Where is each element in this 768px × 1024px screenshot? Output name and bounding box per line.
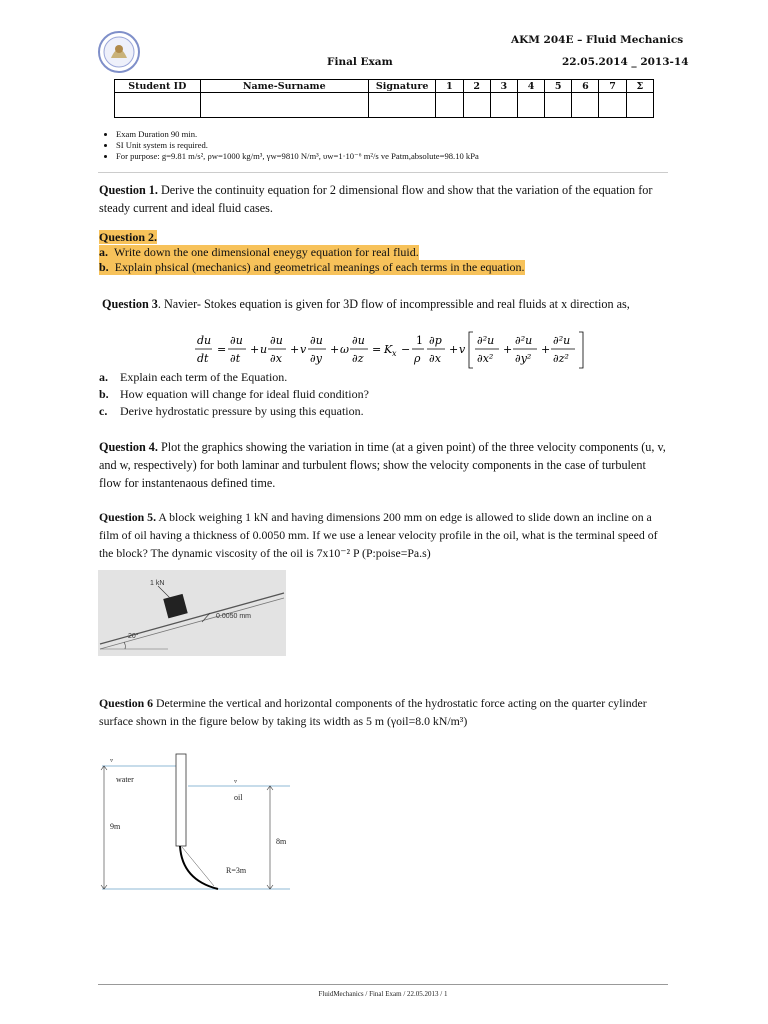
svg-text:K: K xyxy=(384,343,393,356)
svg-text:∂²u: ∂²u xyxy=(477,334,495,347)
svg-text:dt: dt xyxy=(197,352,209,365)
divider xyxy=(98,172,668,173)
svg-text:∂u: ∂u xyxy=(230,334,243,347)
svg-text:ω: ω xyxy=(340,343,349,356)
angle-label: 20° xyxy=(128,633,139,640)
col-q7: 7 xyxy=(599,80,626,93)
question-2a-label: a. xyxy=(99,245,108,259)
question-3 xyxy=(102,295,670,313)
svg-text:∂x: ∂x xyxy=(270,352,282,365)
exam-title: Final Exam xyxy=(327,56,393,68)
info-units: • SI Unit system is required. xyxy=(116,140,696,151)
question-2a-text: Write down the one dimensional eneygy equation for real fluid. xyxy=(114,245,419,259)
info-purpose: • For purpose: g=9.81 m/s², ρw=1000 kg/m³, γw=9810 N/m³, υw=1·10⁻⁶ m²/s ve Patm,absolute=98.10 kPa xyxy=(116,151,696,162)
score-total xyxy=(626,93,653,118)
svg-text:▿: ▿ xyxy=(110,758,114,764)
score-q2 xyxy=(463,93,490,118)
col-total: Σ xyxy=(626,80,653,93)
col-q2: 2 xyxy=(463,80,490,93)
col-q4: 4 xyxy=(517,80,544,93)
question-2-label: Question 2. xyxy=(99,230,158,244)
svg-text:x: x xyxy=(392,349,397,358)
svg-text:+: + xyxy=(290,343,300,356)
footer-divider xyxy=(98,984,668,985)
question-4-label: Question 4. xyxy=(99,440,158,454)
question-5 xyxy=(99,508,671,562)
question-1-label: Question 1. xyxy=(99,183,158,197)
svg-text:=: = xyxy=(217,343,227,356)
svg-text:+: + xyxy=(503,343,513,356)
question-4-text: Plot the graphics showing the variation in time (at a given point) of the three velocity components (u, v, and w, respectively) for both laminar and turbulent flows; show the velocity components in the case of turbulent flow for instantenaous defined time. xyxy=(99,440,666,490)
exam-date: 22.05.2014 _ 2013-14 xyxy=(562,56,689,68)
svg-text:+: + xyxy=(541,343,551,356)
quarter-cylinder-figure xyxy=(96,752,296,897)
svg-text:−: − xyxy=(401,343,411,356)
svg-text:ρ: ρ xyxy=(414,352,421,365)
score-q7 xyxy=(599,93,626,118)
score-q3 xyxy=(490,93,517,118)
name-surname-field[interactable] xyxy=(200,93,368,118)
svg-text:∂z: ∂z xyxy=(352,352,364,365)
question-3a: a. Explain each term of the Equation. xyxy=(99,370,288,384)
question-6-label: Question 6 xyxy=(99,696,154,710)
info-duration: • Exam Duration 90 min. xyxy=(116,129,696,140)
col-name-surname: Name-Surname xyxy=(200,80,368,93)
oil-label: oil xyxy=(234,793,243,802)
svg-text:∂²u: ∂²u xyxy=(515,334,533,347)
equation-terms xyxy=(195,332,583,368)
col-q6: 6 xyxy=(572,80,599,93)
svg-text:du: du xyxy=(197,334,212,347)
navier-stokes-equation xyxy=(195,330,600,370)
svg-text:∂²u: ∂²u xyxy=(553,334,571,347)
depth-8m-label: 8m xyxy=(276,837,287,846)
signature-field[interactable] xyxy=(368,93,436,118)
svg-text:1: 1 xyxy=(416,334,423,347)
page-footer: FluidMechanics / Final Exam / 22.05.2013 / 1 xyxy=(318,990,448,998)
score-q5 xyxy=(545,93,572,118)
question-2b-text: Explain phsical (mechanics) and geometrical meanings of each terms in the equation. xyxy=(114,260,525,274)
question-3-label: Question 3 xyxy=(102,297,158,311)
question-1 xyxy=(99,181,669,217)
svg-text:+: + xyxy=(330,343,340,356)
svg-text:∂z²: ∂z² xyxy=(553,352,569,365)
question-5-text: A block weighing 1 kN and having dimensions 200 mm on edge is allowed to slide down an incline on a film of oil having a thickness of 0.0050 mm. If we use a lenear velocity profile in the oil, what is the terminal speed of the block? The dynamic viscosity of the oil is 7x10⁻² P (P:poise=Pa.s) xyxy=(99,510,658,560)
question-1-text: Derive the continuity equation for 2 dimensional flow and show that the variation of the equation for steady current and ideal fluid cases. xyxy=(99,183,653,215)
student-info-table xyxy=(114,79,654,118)
svg-text:v: v xyxy=(300,343,307,356)
svg-text:∂x: ∂x xyxy=(429,352,441,365)
score-q4 xyxy=(517,93,544,118)
score-q6 xyxy=(572,93,599,118)
question-2b-label: b. xyxy=(99,260,109,274)
question-3b: b. How equation will change for ideal fluid condition? xyxy=(99,387,369,401)
svg-text:+: + xyxy=(250,343,260,356)
svg-text:∂u: ∂u xyxy=(310,334,323,347)
question-4 xyxy=(99,438,669,492)
svg-text:=: = xyxy=(372,343,382,356)
svg-text:∂y: ∂y xyxy=(310,352,322,365)
depth-9m-label: 9m xyxy=(110,822,121,831)
col-q5: 5 xyxy=(545,80,572,93)
svg-text:∂y²: ∂y² xyxy=(515,352,532,365)
course-title: AKM 204E – Fluid Mechanics xyxy=(511,34,684,46)
incline-block-figure xyxy=(98,570,286,656)
svg-text:+: + xyxy=(449,343,459,356)
col-student-id: Student ID xyxy=(115,80,201,93)
question-3-items xyxy=(99,369,669,420)
question-6 xyxy=(99,694,671,730)
svg-text:∂u: ∂u xyxy=(352,334,365,347)
question-2 xyxy=(99,230,669,275)
table-header-row xyxy=(115,80,654,93)
radius-label: R=3m xyxy=(226,866,247,875)
student-id-field[interactable] xyxy=(115,93,201,118)
col-signature: Signature xyxy=(368,80,436,93)
exam-info-list xyxy=(100,129,696,162)
weight-label: 1 kN xyxy=(150,580,165,587)
svg-text:▿: ▿ xyxy=(234,779,238,785)
svg-text:v: v xyxy=(459,343,466,356)
col-q3: 3 xyxy=(490,80,517,93)
water-label: water xyxy=(116,775,134,784)
question-6-text: Determine the vertical and horizontal components of the hydrostatic force acting on the quarter cylinder surface shown in the figure below by taking its width as 5 m (γoil=8.0 kN/m³) xyxy=(99,696,647,728)
svg-text:∂x²: ∂x² xyxy=(477,352,494,365)
university-logo xyxy=(97,30,141,74)
question-3c: c. Derive hydrostatic pressure by using this equation. xyxy=(99,404,364,418)
col-q1: 1 xyxy=(436,80,463,93)
question-5-label: Question 5. xyxy=(99,510,157,524)
svg-text:∂u: ∂u xyxy=(270,334,283,347)
svg-text:u: u xyxy=(260,343,268,356)
svg-text:∂p: ∂p xyxy=(429,334,442,347)
svg-text:∂t: ∂t xyxy=(230,352,241,365)
question-3-text: . Navier- Stokes equation is given for 3D flow of incompressible and real fluids at x direction as, xyxy=(157,297,630,311)
thickness-label: 0.0050 mm xyxy=(216,613,252,620)
table-input-row xyxy=(115,93,654,118)
score-q1 xyxy=(436,93,463,118)
